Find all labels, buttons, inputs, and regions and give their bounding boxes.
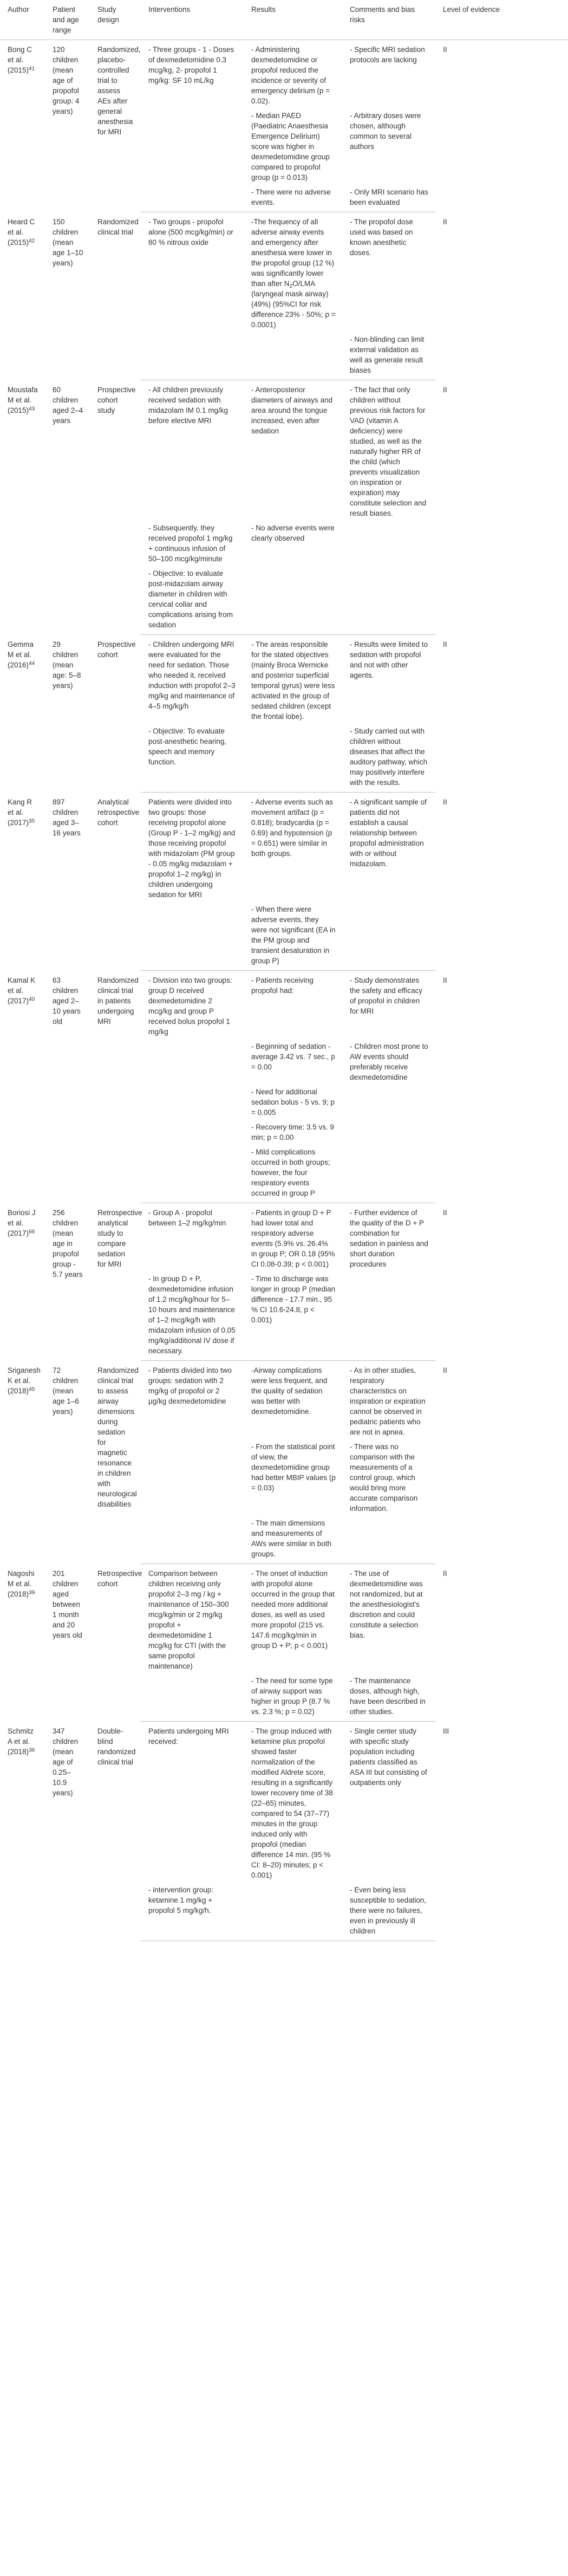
cell-comments: - Specific MRI sedation protocols are lacking (350, 46, 425, 64)
table-row (0, 793, 568, 903)
cell-comments: - The propofol dose used was based on known anesthetic doses. (350, 218, 413, 257)
cell-study-design: Retrospective cohort (97, 1569, 142, 1588)
cell-comments: - There was no comparison with the measurements of a control group, which would bring more accurate comparison information. (350, 1443, 418, 1513)
cell-comments (342, 1516, 435, 1564)
cell-author (0, 635, 45, 793)
cell-interventions: - Patients divided into two groups: sedation with 2 mg/kg of propofol or 2 µg/kg dexmedetomidine (148, 1366, 232, 1405)
cell-level-of-evidence: II (443, 1569, 447, 1578)
cell-comments: - Children most prone to AW events should preferably receive dexmedetomidine (350, 1042, 428, 1081)
author-name: Kamal K et al. (2017) (8, 976, 36, 1005)
cell-level-of-evidence: II (443, 1366, 447, 1374)
cell-comments: - Results were limited to sedation with propofol and not with other agents. (350, 640, 428, 679)
cell-comments (342, 902, 435, 971)
cell-author (0, 971, 45, 1203)
table-row (0, 212, 568, 333)
reference-number: 35 (29, 817, 35, 824)
cell-level-of-evidence: II (443, 1208, 447, 1217)
header-comments: Comments and bias risks (342, 0, 435, 40)
cell-interventions: - Objective: to evaluate post-midazolam airway diameter in children with cervical collar and complications arising from sedation (141, 566, 244, 635)
cell-interventions: Patients were divided into two groups: those receiving propofol alone (Group P - 1–2 mg/kg) and those receiving propofol with midazolam (PM group - 0.05 mg/kg midazolam + propofol 1–2 mg/kg) in children undergoing sedation for MRI (148, 798, 236, 899)
cell-level-of-evidence: II (443, 385, 447, 394)
cell-interventions (141, 1145, 244, 1203)
cell-study-design: Prospective cohort study (97, 385, 136, 414)
author-name: Boriosi J et al. (2017) (8, 1208, 36, 1237)
cell-interventions: - Three groups - 1 - Doses of dexmedetomidine 0.3 mcg/kg, 2- propofol 1 mg/kg: SF 10 mL/kg (148, 46, 234, 85)
cell-results: - The areas responsible for the stated objectives (mainly Broca Wernicke and posterior superficial temporal gyrus) were less activated in the group of sedated children (except the frontal lobe). (251, 640, 335, 721)
cell-study-design: Randomized, placebo-controlled trial to assess AEs after general anesthesia for MRI (97, 46, 141, 136)
cell-study-design: Double-blind randomized clinical trial (97, 1727, 136, 1766)
reference-number: 45 (29, 1386, 35, 1392)
cell-interventions (141, 1516, 244, 1564)
cell-comments (342, 1145, 435, 1203)
table-row (0, 40, 568, 109)
cell-results: - Recovery time: 3.5 vs. 9 min; p = 0.00 (251, 1123, 335, 1141)
table-row (0, 635, 568, 724)
cell-level-of-evidence: III (443, 1727, 449, 1735)
cell-interventions (141, 1439, 244, 1516)
cell-patients: 201 children aged between 1 month and 20 years old (53, 1569, 82, 1639)
cell-results: - Median PAED (Paediatric Anaesthesia Emergence Delirium) score was higher in dexmedetomidine group compared to propofol group (p = 0.013) (251, 112, 330, 181)
cell-author (0, 212, 45, 380)
cell-author (0, 1203, 45, 1361)
cell-interventions: - Subsequently, they received propofol 1 mg/kg + continuous infusion of 50–100 mcg/kg/minute (148, 524, 233, 563)
cell-comments: - Arbitrary doses were chosen, although common to several authors (350, 112, 421, 151)
cell-study-design: Retrospective analytical study to compare sedation for MRI (97, 1208, 142, 1268)
cell-level-of-evidence: II (443, 797, 447, 806)
reference-number: 36 (29, 1747, 35, 1753)
cell-comments (342, 566, 435, 635)
cell-author (0, 793, 45, 971)
table-row (0, 1564, 568, 1674)
cell-level-of-evidence: II (443, 976, 447, 984)
cell-interventions: - All children previously received sedation with midazolam IM 0.1 mg/kg before elective MRI (148, 386, 228, 425)
table-row (0, 1203, 568, 1272)
header-level-of-evidence: Level of evidence (435, 0, 568, 40)
header-author: Author (0, 0, 45, 40)
reference-number: 40 (29, 996, 35, 1002)
cell-study-design: Prospective cohort (97, 640, 136, 659)
cell-interventions (141, 1673, 244, 1722)
cell-results: - Administering dexmedetomidine or propofol reduced the incidence or severity of emergency delirium (p = 0.02). (251, 46, 330, 105)
author-name: Moustafa M et al. (2015) (8, 385, 38, 414)
cell-results: -Airway complications were less frequent, and the quality of sedation was better with dexmedetomidine. (251, 1366, 328, 1416)
cell-study-design: Randomized clinical trial in patients undergoing MRI (97, 976, 139, 1026)
cell-comments (342, 1085, 435, 1120)
cell-patients: 72 children (mean age 1–6 years) (53, 1366, 79, 1416)
cell-author (0, 380, 45, 635)
results-text: -The frequency of all adverse airway events and emergency after anesthesia were lower in the propofol group (12 %) was significantly lower than after N (251, 218, 335, 288)
cell-level-of-evidence: II (443, 217, 447, 226)
cell-results: - There were no adverse events. (244, 185, 342, 212)
results-subscript: 2 (289, 283, 293, 290)
header-interventions: Interventions (141, 0, 244, 40)
cell-comments: - Single center study with specific study population including patients classified as ASA III but consisting of outpatients only (350, 1727, 427, 1787)
cell-interventions: - Objective: To evaluate post-anesthetic hearing, speech and memory function. (141, 724, 244, 793)
cell-results (244, 332, 342, 380)
cell-interventions: - Division into two groups: group D received dexmedetomidine 2 mcg/kg and group P received bolus propofol 1 mg/kg (148, 976, 232, 1036)
header-study-design: Study design (90, 0, 141, 40)
cell-comments (342, 1120, 435, 1145)
cell-interventions (141, 185, 244, 212)
cell-results: - The onset of induction with propofol alone occurred in the group that needed more additional doses, as well as used more propofol (215 vs. 147.6 mcg/kg/min in group D + P; p < 0.001) (251, 1569, 335, 1650)
cell-study-design: Randomized clinical trial (97, 217, 139, 236)
reference-number: 39 (29, 1589, 35, 1595)
cell-interventions (141, 1085, 244, 1120)
cell-patients: 256 children (mean age in propofol group - 5.7 years (53, 1208, 83, 1279)
cell-author (0, 40, 45, 212)
cell-interventions: - In group D + P, dexmedetomidine infusion of 1.2 mcg/kg/hour for 5–10 hours and maintenance of 1–2 mcg/kg/h with midazolam infusion of 0.05 mg/kg/additional IV dose if necessary. (141, 1271, 244, 1361)
author-name: Kang R et al. (2017) (8, 797, 32, 827)
table-row (0, 971, 568, 1040)
cell-interventions (141, 108, 244, 185)
cell-patients: 63 children aged 2–10 years old (53, 976, 81, 1026)
cell-comments: - The use of dexmedetomidine was not randomized, but at the anesthesiologist's discretion and could constitute a selection bias. (350, 1569, 423, 1639)
cell-interventions: - Group A - propofol between 1–2 mg/kg/min (148, 1209, 226, 1227)
cell-author (0, 1361, 45, 1564)
cell-comments: - A significant sample of patients did not establish a causal relationship between propofol administration with or without midazolam. (350, 798, 427, 868)
cell-interventions: Patients undergoing MRI received: (148, 1727, 229, 1746)
cell-results: - No adverse events were clearly observed (251, 524, 335, 542)
author-name: Bong C et al. (2015) (8, 46, 32, 74)
cell-patients: 150 children (mean age 1–10 years) (53, 217, 83, 267)
cell-comments: - As in other studies, respiratory characteristics on inspiration or expiration cannot be observed in pediatric patients who are not in apnea. (350, 1366, 426, 1436)
reference-number: 42 (29, 237, 35, 244)
cell-results: - From the statistical point of view, the dexmedetomidine group had better MBIP values (p = 0.03) (251, 1443, 336, 1492)
cell-results: - Time to discharge was longer in group P (median difference - 17.7 min., 95 % CI 10.6-24.8, p < 0.001) (244, 1271, 342, 1361)
cell-results: - Adverse events such as movement artifact (p = 0.818); bradycardia (p = 0.69) and hypotension (p = 0.651) were similar in both groups. (251, 798, 333, 858)
header-patients: Patient and age range (45, 0, 90, 40)
results-text-continued: O/LMA (laryngeal mask airway) (49%) (95%CI for risk difference 23% - 50%; p = 0.0001) (251, 280, 336, 329)
reference-number: 44 (29, 660, 35, 666)
cell-results (244, 724, 342, 793)
author-name: Gemma M et al. (2016) (8, 640, 34, 669)
cell-comments: - Study carried out with children without diseases that affect the auditory pathway, which may positively interfere with the results. (342, 724, 435, 793)
cell-study-design: Randomized clinical trial to assess airway dimensions during sedation for magnetic resonance in children with neurological disabilities (97, 1366, 139, 1508)
cell-interventions: - intervention group: ketamine 1 mg/kg + propofol 5 mg/kg/h. (141, 1883, 244, 1941)
author-name: Heard C et al. (2015) (8, 217, 35, 246)
cell-author (0, 1722, 45, 1941)
cell-interventions (141, 902, 244, 971)
cell-patients: 347 children (mean age of 0.25–10.9 years) (53, 1727, 79, 1797)
cell-results: - Patients receiving propofol had: (251, 976, 314, 995)
table-header (0, 0, 568, 40)
cell-patients: 29 children (mean age: 5–8 years) (53, 640, 81, 690)
cell-comments (342, 521, 435, 566)
cell-level-of-evidence: II (443, 46, 447, 54)
reference-number: 43 (29, 405, 35, 412)
table-row (0, 1722, 568, 1883)
cell-comments: - The maintenance doses, although high, have been described in other studies. (342, 1673, 435, 1722)
cell-level-of-evidence: II (443, 640, 447, 648)
cell-comments: - Further evidence of the quality of the D + P combination for sedation in painless and short duration procedures (350, 1209, 428, 1268)
cell-results: - The need for some type of airway support was higher in group P (8.7 % vs. 2.3 %; p = 0.02) (244, 1673, 342, 1722)
cell-results: - The main dimensions and measurements of AWs were similar in both groups. (244, 1516, 342, 1564)
cell-comments: - Even being less susceptible to sedation, there were no failures, even in previously ill children (342, 1883, 435, 1941)
cell-results (244, 1883, 342, 1941)
cell-study-design: Analytical retrospective cohort (97, 797, 140, 827)
cell-comments: - Study demonstrates the safety and efficacy of propofol in children for MRI (350, 976, 423, 1015)
author-name: Nagoshi M et al. (2018) (8, 1569, 35, 1598)
reference-number: 41 (29, 66, 35, 72)
cell-results: - Anteroposterior diameters of airways and area around the tongue increased, even after sedation (251, 386, 333, 435)
cell-comments: - Non-blinding can limit external validation as well as generate result biases (342, 332, 435, 380)
cell-results: - Need for additional sedation bolus - 5 vs. 9; p = 0.005 (251, 1088, 335, 1117)
cell-results: - Beginning of sedation - average 3.42 vs. 7 sec., p = 0.00 (251, 1042, 335, 1071)
cell-interventions (141, 332, 244, 380)
reference-number: 66 (29, 1228, 35, 1235)
cell-interventions: - Two groups - propofol alone (500 mcg/kg/min) or 80 % nitrous oxide (148, 218, 233, 246)
cell-patients: 120 children (mean age of propofol group: 4 years) (53, 46, 80, 115)
cell-interventions: - Children undergoing MRI were evaluated for the need for sedation. Those who needed it, received induction with propofol 2–3 mg/kg and maintenance of 4–5 mg/kg/h (148, 640, 236, 710)
cell-results: - Patients in group D + P had lower total and respiratory adverse events (5.9% vs. 26.4% in group P; OR 0.18 (95% CI 0.08-0.39; p < 0.001) (251, 1209, 335, 1268)
cell-results: - Mild complications occurred in both groups; however, the four respiratory events occurred in group P (244, 1145, 342, 1203)
cell-patients: 60 children aged 2–4 years (53, 385, 83, 425)
cell-results: - The group induced with ketamine plus propofol showed faster normalization of the modified Aldrete score, resulting in a significantly lower recovery time of 38 (22–65) minutes, compared to 54 (37–77) minutes in the group induced only with propofol (median difference 14 min. (95 % CI: 8–20) minutes; p < 0.001) (251, 1727, 333, 1879)
cell-interventions (141, 1120, 244, 1145)
cell-interventions (141, 1039, 244, 1085)
cell-author (0, 1564, 45, 1722)
cell-comments (342, 1271, 435, 1361)
author-name: Schmitz A et al. (2018) (8, 1727, 34, 1756)
table-row (0, 380, 568, 521)
cell-patients: 897 children aged 3–16 years (53, 797, 81, 837)
header-results: Results (244, 0, 342, 40)
cell-comments: - Only MRI scenario has been evaluated (342, 185, 435, 212)
cell-results (244, 566, 342, 635)
cell-results (244, 212, 342, 333)
cell-results: - When there were adverse events, they were not significant (EA in the PM group and transient desaturation in group P) (244, 902, 342, 971)
cell-interventions: Comparison between children receiving only propofol 2–3 mg / kg + maintenance of 150–300 mcg/kg/min or 2 mg/kg propofol + dexmedetomidine 1 mcg/kg for CTI (with the same propofol maintenance) (148, 1569, 229, 1670)
table-body (0, 40, 568, 1941)
author-name: Sriganesh K et al. (2018) (8, 1366, 41, 1395)
table-row (0, 1361, 568, 1440)
cell-comments: - The fact that only children without previous risk factors for VAD (vitamin A deficiency) were studied, as well as the naturally higher RR of the child (which prevents visualization on inspiration or expiration) may constitute selection and result biases. (350, 386, 427, 517)
